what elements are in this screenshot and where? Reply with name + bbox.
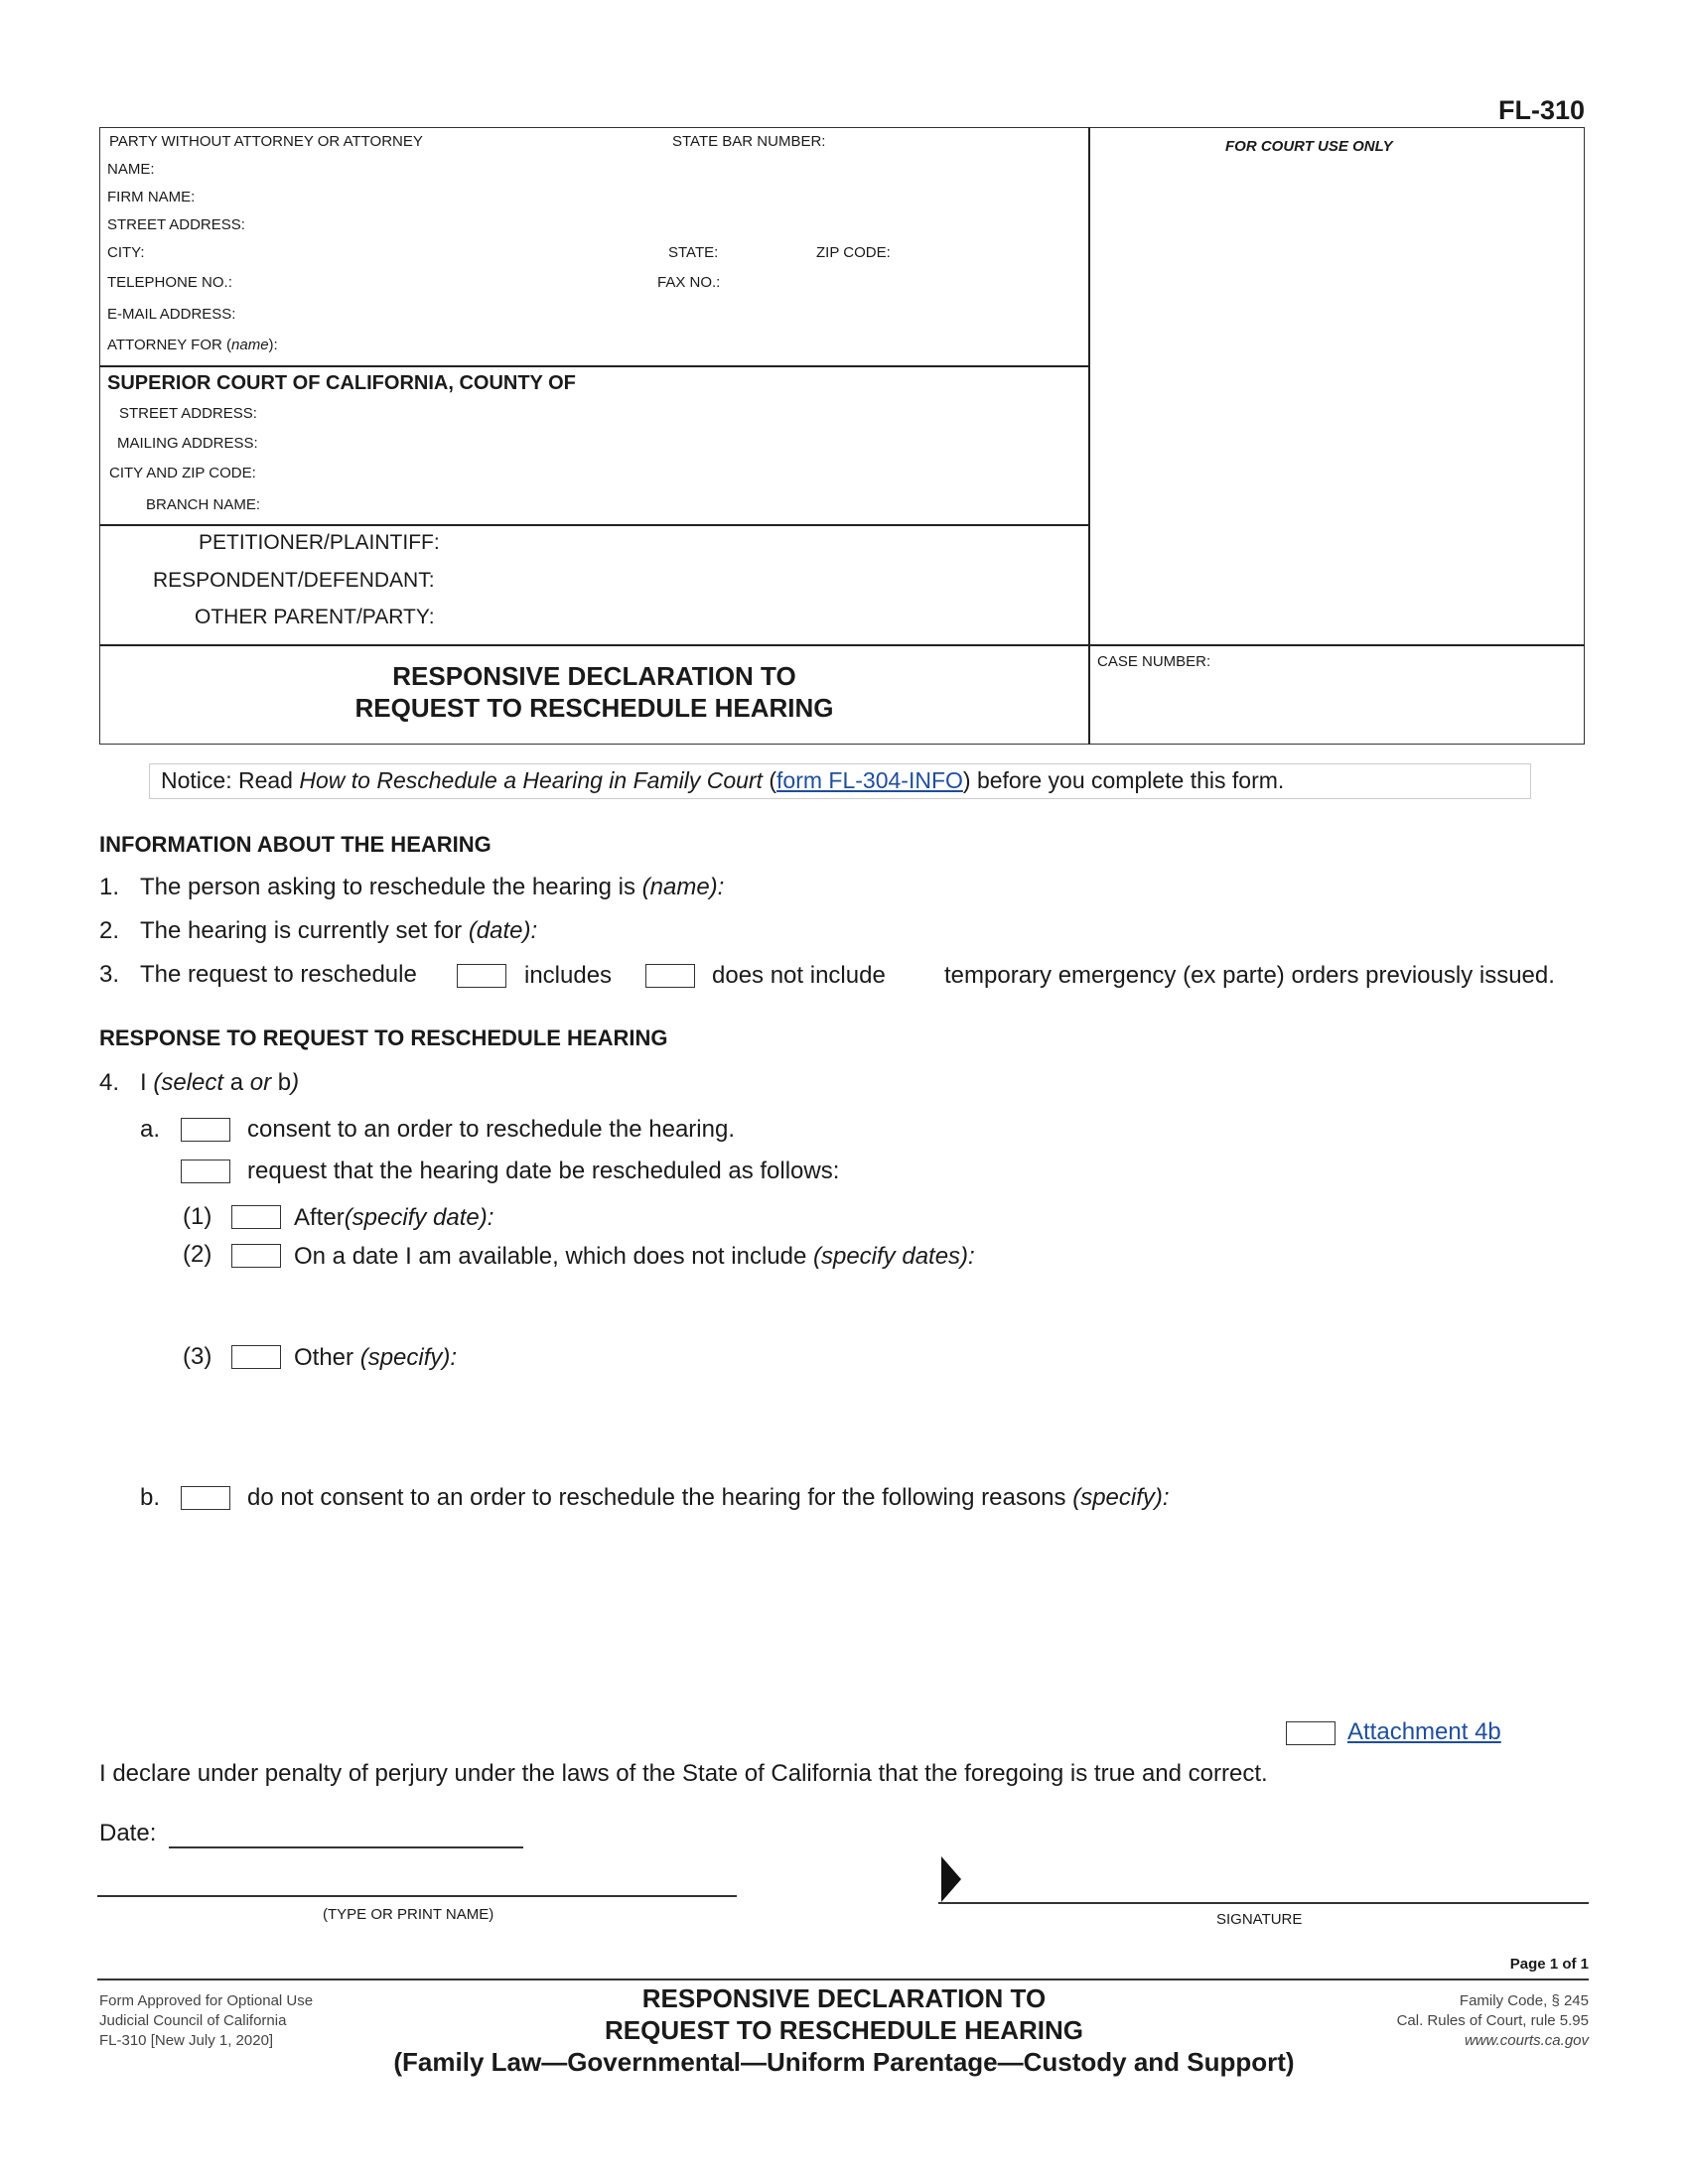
declaration-text: I declare under penalty of perjury under the laws of the State of California that the foregoing is true and correct.	[99, 1760, 1268, 1787]
court-branch-label: BRANCH NAME:	[146, 496, 261, 513]
available-date-checkbox[interactable]	[231, 1244, 281, 1268]
form-fl-304-info-link[interactable]: form FL-304-INFO	[776, 767, 963, 793]
sub-3-number: (3)	[183, 1343, 212, 1370]
available-date-text: On a date I am available, which does not include (specify dates):	[294, 1243, 975, 1270]
item-2-text: The hearing is currently set for (date):	[140, 917, 538, 944]
signature-line[interactable]	[938, 1902, 1589, 1904]
court-title: SUPERIOR COURT OF CALIFORNIA, COUNTY OF	[107, 372, 576, 394]
court-city-zip-label: CITY AND ZIP CODE:	[109, 465, 256, 481]
includes-checkbox[interactable]	[457, 964, 506, 988]
respondent-label: RESPONDENT/DEFENDANT:	[153, 569, 435, 592]
reschedule-request-checkbox[interactable]	[181, 1160, 230, 1183]
attachment-4b-link[interactable]: Attachment 4b	[1347, 1718, 1501, 1745]
item-3-tail: temporary emergency (ex parte) orders previously issued.	[944, 962, 1555, 989]
court-use-label: FOR COURT USE ONLY	[1225, 138, 1393, 155]
state-label: STATE:	[668, 244, 719, 261]
other-text: Other (specify):	[294, 1344, 458, 1371]
petitioner-label: PETITIONER/PLAINTIFF:	[199, 531, 440, 554]
print-name-line[interactable]	[97, 1895, 737, 1897]
form-title: RESPONSIVE DECLARATION TO REQUEST TO RESCHEDULE HEARING	[354, 661, 834, 723]
caption-box	[99, 127, 1585, 745]
footer-title: RESPONSIVE DECLARATION TO REQUEST TO RESCHEDULE HEARING (Family Law—Governmental—Uniform Parentage—Custody and Support)	[393, 1983, 1295, 2077]
item-2-number: 2.	[99, 917, 120, 944]
other-parent-label: OTHER PARENT/PARTY:	[195, 606, 435, 628]
attachment-4b-checkbox[interactable]	[1286, 1721, 1336, 1745]
consent-text: consent to an order to reschedule the hearing.	[247, 1116, 735, 1143]
item-1-text: The person asking to reschedule the hearing is (name):	[140, 874, 725, 900]
print-name-caption: (TYPE OR PRINT NAME)	[323, 1906, 494, 1923]
court-mailing-label: MAILING ADDRESS:	[117, 435, 258, 452]
section-heading-response: RESPONSE TO REQUEST TO RESCHEDULE HEARING	[99, 1025, 668, 1050]
date-line[interactable]	[169, 1846, 523, 1848]
do-not-consent-text: do not consent to an order to reschedule the hearing for the following reasons (specify):	[247, 1484, 1170, 1511]
signature-arrow-icon	[941, 1856, 961, 1902]
email-label: E-MAIL ADDRESS:	[107, 306, 236, 323]
court-street-label: STREET ADDRESS:	[119, 405, 257, 422]
city-label: CITY:	[107, 244, 145, 261]
date-label: Date:	[99, 1820, 157, 1846]
item-4a-label: a.	[140, 1116, 161, 1143]
item-3-number: 3.	[99, 961, 120, 988]
form-id: FL-310	[1497, 95, 1585, 125]
after-date-checkbox[interactable]	[231, 1205, 281, 1229]
consent-checkbox[interactable]	[181, 1118, 230, 1142]
page-number: Page 1 of 1	[1509, 1956, 1589, 1973]
zip-label: ZIP CODE:	[816, 244, 891, 261]
item-4b-label: b.	[140, 1484, 161, 1511]
section-heading-info: INFORMATION ABOUT THE HEARING	[99, 832, 492, 857]
footer-right: Family Code, § 245 Cal. Rules of Court, rule 5.95 www.courts.ca.gov	[1396, 1992, 1589, 2049]
signature-caption: SIGNATURE	[1216, 1911, 1303, 1928]
fax-label: FAX NO.:	[657, 274, 721, 291]
case-number-label: CASE NUMBER:	[1097, 653, 1211, 670]
reschedule-request-text: request that the hearing date be rescheduled as follows:	[247, 1158, 840, 1184]
street-label: STREET ADDRESS:	[107, 216, 245, 233]
footer-rule	[97, 1979, 1589, 1980]
does-not-include-checkbox[interactable]	[645, 964, 695, 988]
does-not-include-label: does not include	[712, 962, 886, 989]
do-not-consent-checkbox[interactable]	[181, 1486, 230, 1510]
other-checkbox[interactable]	[231, 1345, 281, 1369]
sub-1-number: (1)	[183, 1203, 212, 1230]
after-date-text: After(specify date):	[294, 1204, 494, 1231]
state-bar-label: STATE BAR NUMBER:	[672, 133, 826, 150]
notice-text: Notice: Read How to Reschedule a Hearing in Family Court (form FL-304-INFO) before you complete this form.	[161, 767, 1285, 793]
telephone-label: TELEPHONE NO.:	[107, 274, 232, 291]
party-label: PARTY WITHOUT ATTORNEY OR ATTORNEY	[109, 133, 423, 150]
attorney-for-label: ATTORNEY FOR (name):	[107, 337, 278, 353]
name-label: NAME:	[107, 161, 155, 178]
includes-label: includes	[524, 962, 613, 989]
item-4-text: I (select a or b)	[140, 1069, 300, 1096]
item-4-number: 4.	[99, 1069, 120, 1096]
item-3-text: The request to reschedule	[140, 961, 417, 988]
sub-2-number: (2)	[183, 1241, 212, 1268]
firm-label: FIRM NAME:	[107, 189, 196, 205]
footer-left: Form Approved for Optional Use Judicial Council of California FL-310 [New July 1, 2020]	[99, 1992, 314, 2049]
item-1-number: 1.	[99, 874, 120, 900]
